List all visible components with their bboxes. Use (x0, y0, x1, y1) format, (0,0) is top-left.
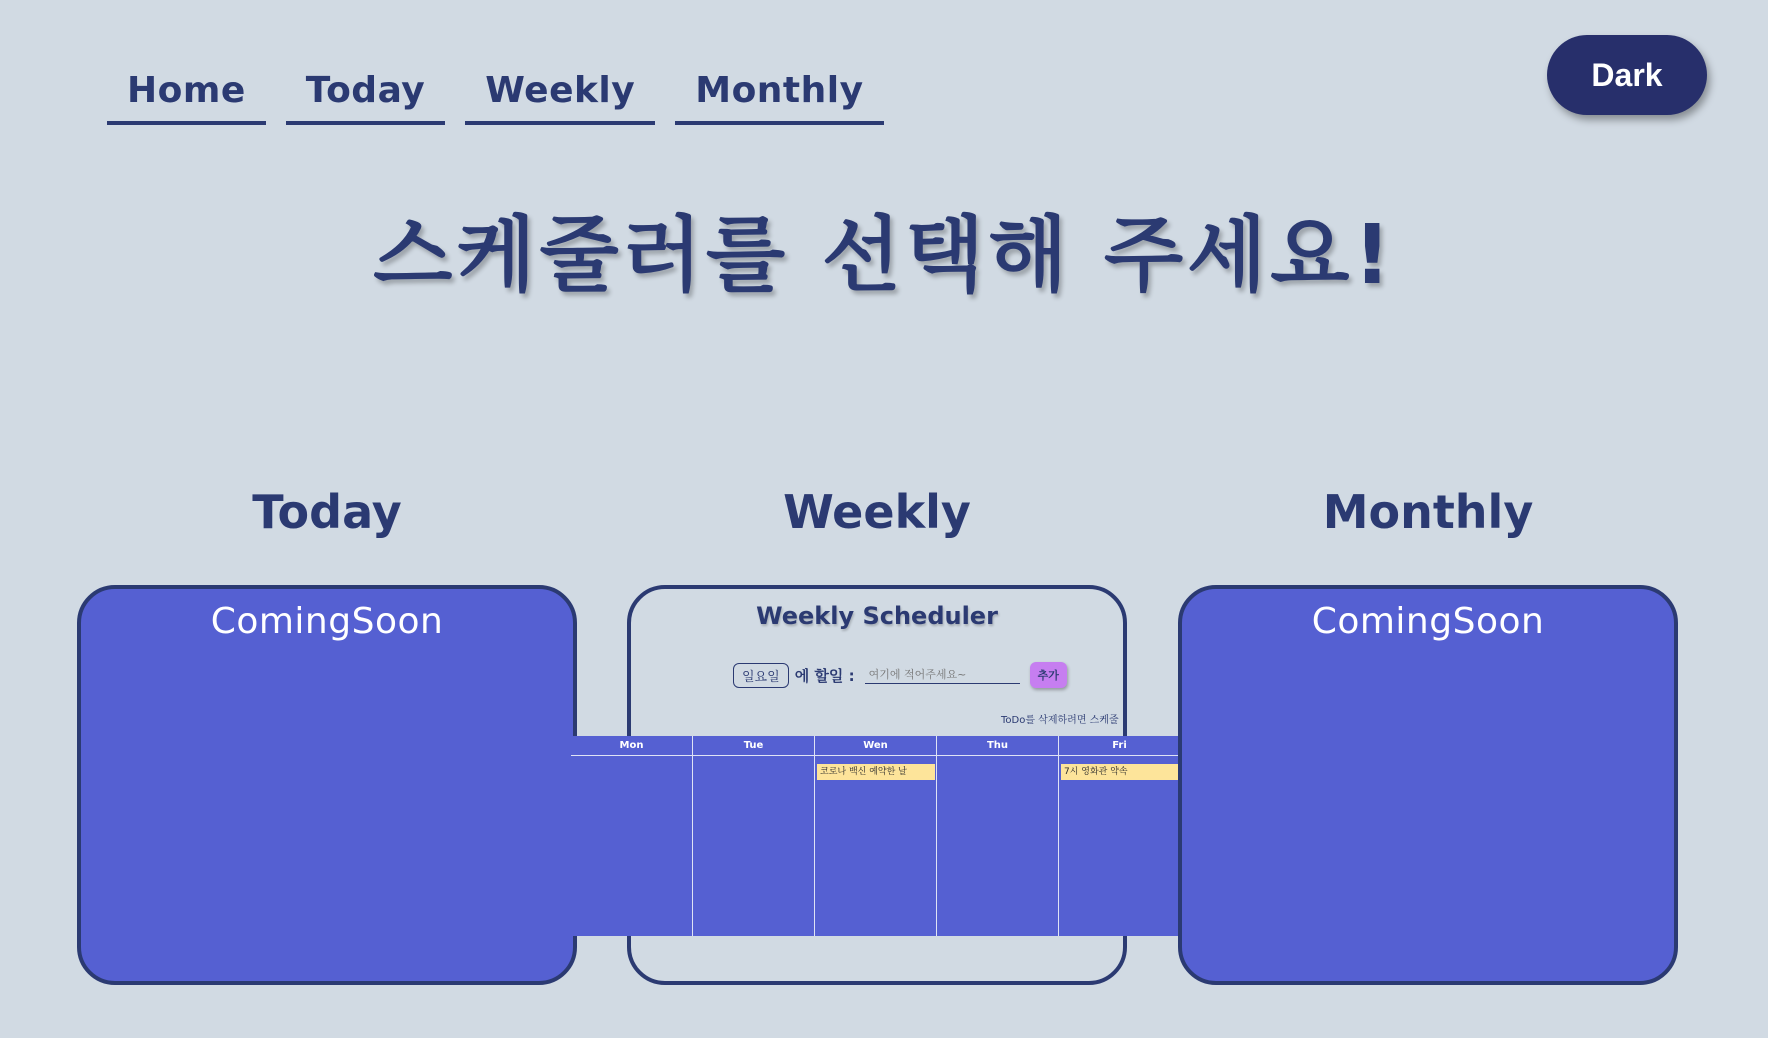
section-title-weekly: Weekly (783, 485, 971, 539)
nav-link-weekly[interactable]: Weekly (465, 66, 655, 125)
nav-link-monthly[interactable]: Monthly (675, 66, 883, 125)
section-title-today: Today (252, 485, 402, 539)
todo-label: 에 할일 : (794, 666, 855, 685)
day-column-fri (1059, 736, 1181, 936)
day-header: Mon (571, 736, 692, 756)
delete-hint: ToDo를 삭제하려면 스케줄 (1001, 715, 1119, 726)
day-select[interactable]: 일요일 (733, 663, 789, 688)
today-coming-soon: ComingSoon (210, 601, 444, 642)
dark-mode-toggle-button[interactable]: Dark (1547, 35, 1707, 115)
day-header: Tue (693, 736, 814, 756)
weekly-preview-title: Weekly Scheduler (756, 602, 998, 630)
day-header: Thu (937, 736, 1058, 756)
todo-input[interactable] (865, 666, 1020, 684)
day-column-tue (693, 736, 815, 936)
weekly-grid (571, 736, 1181, 936)
weekly-card[interactable] (619, 585, 1128, 985)
todo-item[interactable]: 코로나 백신 예약한 날 (817, 764, 935, 780)
nav-link-home[interactable]: Home (107, 66, 266, 125)
monthly-coming-soon: ComingSoon (1311, 601, 1545, 642)
nav-link-today[interactable]: Today (286, 66, 445, 125)
today-card[interactable] (77, 585, 577, 985)
day-column-thu (937, 736, 1059, 936)
todo-item[interactable]: 7시 영화관 약속 (1061, 764, 1179, 780)
day-column-mon (571, 736, 693, 936)
day-header: Wen (815, 736, 936, 756)
day-header: Fri (1059, 736, 1180, 756)
weekly-todo-form (733, 662, 1067, 688)
day-column-wed (815, 736, 937, 936)
section-title-monthly: Monthly (1322, 485, 1534, 539)
add-todo-button[interactable]: 추가 (1030, 662, 1067, 688)
top-nav (107, 66, 884, 125)
monthly-card[interactable] (1178, 585, 1678, 985)
page-title: 스케줄러를 선택해 주세요! (373, 208, 1395, 303)
